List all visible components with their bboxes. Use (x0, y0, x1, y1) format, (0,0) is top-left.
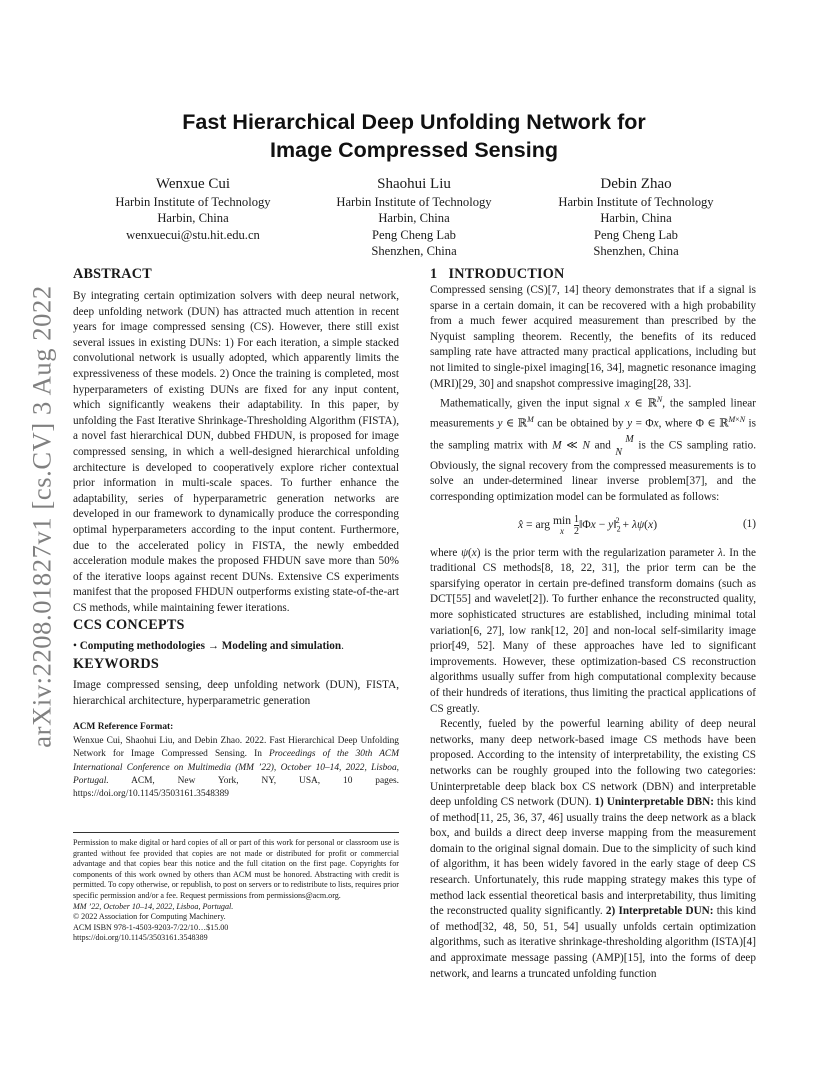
paper-title (0, 108, 828, 164)
intro-paragraph-1: Compressed sensing (CS)[7, 14] theory demonstrates that if a signal is sparse in a certain domain, it can be recovered with a high probability from a much fewer acquired measurement than prescribed by the Nyquist sampling theorem. Recently, the benefits of its reduced sampling rate have attracted many practical applications, including but not limited to single-pixel imaging[16, 34], magnetic resonance imaging (MRI)[29, 30] and snapshot compressive imaging[28, 33]. (430, 284, 756, 390)
author-email: wenxuecui@stu.hit.edu.cn (126, 227, 260, 242)
ccs-period: . (341, 640, 344, 653)
p2-part: Mathematically, given the input signal (440, 397, 625, 410)
footnote-doi: https://doi.org/10.1145/3503161.3548389 (73, 933, 208, 943)
p2-part: is the CS sampling ratio. Obviously, the signal recovery from the compressed measurements is to solve an under-determined linear inverse problem[37], and the corresponding optimization model can be formulated as follows: (430, 439, 756, 503)
intro-paragraph-4 (430, 717, 756, 982)
abstract-text: By integrating certain optimization solvers with deep neural network, deep unfolding network (DUN) has attracted much attention in recent years for image compressed sensing (CS). However, there still exist several issues in existing DUNs: 1) For each iteration, a simple stacked convolutional network is usually adopted, which apparently limits the expressiveness of these models. 2) Once the training is completed, most hyperparameters of existing DUNs are fixed for any input content, which significantly weakens their adaptability. In this paper, by unfolding the Fast Iterative Shrinkage-Thresholding Algorithm (FISTA), a novel fast hierarchical DUN, dubbed FHDUN, is proposed for image compressed sensing, in which a well-designed hierarchical unfolding architecture is developed to cooperatively explore richer contextual prior information in multi-scale spaces. To further enhance the adaptability, series of hyperparametric generation networks are developed in our framework to dynamically produce the corresponding optimal hyperparameters according to the input content. Furthermore, due to the accelerated policy in FISTA, the newly embedded acceleration module makes the proposed FHDUN save more than 50% of the iterative loops against recent DUNs. Extensive CS experiments manifest that the proposed FHDUN outperforms existing state-of-the-art CS methods, while maintaining fewer iterations. (73, 290, 399, 614)
p4-part: this kind of method[32, 48, 50, 51, 54] usually unfolds certain optimization algorithms, such as iterative shrinkage-thresholding algorithm (ISTA)[4] and approximate message passing (AMP)[15], into the forms of deep network, and learns a truncated unfolding function (430, 905, 756, 980)
interpretable-dun-label: 2) Interpretable DUN: (605, 905, 714, 918)
p2-part: and (590, 439, 616, 452)
author-name: Wenxue Cui (155, 176, 231, 192)
equation-number: (1) (742, 517, 756, 530)
p4-part: Recently, fueled by the powerful learning ability of deep neural networks, many deep network-based image CS methods have been proposed. According to the intensity of interpretability, the existing CS networks can be roughly grouped into the following two categories: Uninterpretable deep black box CS network (DBN) and interpretable deep unfolding CS network (DUN). (430, 718, 756, 809)
footnote-isbn: ACM ISBN 978-1-4503-9203-7/22/10…$15.00 (73, 922, 229, 932)
acm-reference-text (73, 735, 399, 801)
keywords-text: Image compressed sensing, deep unfolding network (DUN), FISTA, hierarchical architecture, hyperparametric generation (73, 679, 399, 707)
p2-part: , the sampled linear measurements (430, 397, 756, 431)
author-affiliation-2: Peng Cheng Lab (594, 227, 678, 242)
title-line-1: Fast Hierarchical Deep Unfolding Network for (182, 110, 646, 134)
equation-expression: x̂ = arg min x $\frac{1}{2}$ ‖Φx − $y‖_2^2 + \lambda\psi(x)$ (518, 513, 658, 537)
intro-paragraph-3: where ψ(x) is the prior term with the regularization parameter λ. In the traditional CS methods[8, 18, 22, 31], the prior term can be the sparsifying operator in certain pre-defined transform domains (such as DCT[55] and wavelet[2]). To further enhance the reconstructed quality, more sophisticated structures are established, including minimal total variation[6, 27], low rank[12, 20] and non-local self-similarity image prior[49, 52]. Many of these approaches have led to significant improvements. However, these optimization-based CS reconstruction algorithms usually suffer from high computational complexity because of their hundreds of iterations, thus limiting the practical applications of CS greatly. (430, 546, 756, 715)
acm-reference-venue: Proceedings of the 30th ACM International Conference on Multimedia (MM ’22), October 10–14, 2022, Lisboa, Portugal. (73, 749, 399, 786)
author-location: Harbin, China (378, 211, 450, 226)
acm-reference-doi: ACM, New York, NY, USA, 10 pages. https://doi.org/10.1145/3503161.3548389 (73, 775, 399, 800)
ccs-bullet: • (73, 640, 77, 653)
p2-part: is the sampling matrix with (430, 418, 757, 452)
acm-reference-heading: ACM Reference Format: (73, 722, 174, 733)
p3-part: where (430, 546, 462, 559)
ccs-concept: Computing methodologies → Modeling and simulation (79, 640, 342, 653)
p3-part: is the prior term with the regularization parameter (480, 546, 718, 559)
permission-notice: Permission to make digital or hard copies of all or part of this work for personal or classroom use is granted without fee provided that copies are not made or distributed for profit or commercial advantage and that copies bear this notice and the full citation on the first page. Copyrights for components of this work owned by others than ACM must be honored. Abstracting with credit is permitted. To copy otherwise, or republish, to post on servers or to redistribute to lists, requires prior specific permission and/or a fee. Request permissions from permissions@acm.org. (73, 838, 399, 900)
footnote-copyright: © 2022 Association for Computing Machinery. (73, 912, 226, 922)
title-line-2: Image Compressed Sensing (270, 138, 558, 162)
footnote-venue-text: MM ’22, October 10–14, 2022, Lisboa, Portugal. (73, 901, 234, 911)
author-location-2: Shenzhen, China (593, 244, 679, 259)
footnote-divider (73, 832, 399, 833)
author-location: Harbin, China (600, 211, 672, 226)
footnote-venue (73, 902, 399, 913)
introduction-heading: 1 INTRODUCTION (430, 266, 565, 282)
acm-reference-authors: Wenxue Cui, Shaohui Liu, and Debin Zhao. 2022. Fast Hierarchical Deep Unfolding Network for Image Compressed Sensing. In (73, 736, 399, 760)
author-name: Debin Zhao (600, 176, 672, 192)
copyright-footnote (73, 832, 399, 944)
arxiv-stamp (24, 284, 60, 748)
p3-part: . In the traditional CS methods[8, 18, 22, 31], the prior term can be the sparsifying operator in certain pre-defined transform domains (such as DCT[55] and wavelet[2]). To further enhance the reconstructed quality, more sophisticated structures are established, including minimal total variation[6, 27], low rank[12, 20] and non-local self-similarity image prior[49, 52]. Many of these approaches have led to significant improvements. However, these optimization-based CS reconstruction algorithms usually suffer from high computational complexity because of their hundreds of iterations, thus limiting the practical applications of CS greatly. (430, 546, 756, 715)
author-name: Shaohui Liu (377, 176, 451, 192)
author-affiliation: Harbin Institute of Technology (558, 195, 714, 209)
p4-part: this kind of method[11, 25, 36, 37, 46] usually trains the deep network as a black box, and builds a direct deep inverse mapping from the measurement domain to the original signal domain. Due to the simplicity of such kind of algorithm, it has been widely favored in the early stage of deep CS research. Unfortunately, this rude mapping strategy makes this type of method lack essential theoretical basis and interpretability, thus limiting the reconstructed quality significantly. (430, 796, 756, 918)
author-location: Harbin, China (157, 211, 229, 226)
ccs-item (73, 639, 399, 655)
author-location-2: Shenzhen, China (371, 244, 457, 259)
abstract-heading: ABSTRACT (73, 266, 152, 282)
author-block-1 (78, 174, 308, 243)
uninterpretable-dbn-label: 1) Uninterpretable DBN: (594, 796, 714, 809)
left-column (73, 265, 399, 801)
intro-paragraph-2: Mathematically, given the input signal x ∈ ℝ$^N$, the sampled linear measurements y ∈ ℝ$^M$ can be obtained by y = Φx, where Φ ∈ ℝ$^{M\times N}$ is the sampling matrix with M ≪ N and M N is the CS sampling ratio. Obviously, the signal recovery from the compressed measurements is to solve an under-determined linear inverse problem[37], and the corresponding optimization model can be formulated as follows: (430, 395, 757, 503)
arxiv-identifier: arXiv:2208.01827v1 [cs.CV] 3 Aug 2022 (26, 284, 57, 748)
author-affiliation-2: Peng Cheng Lab (372, 227, 456, 242)
ccs-heading: CCS CONCEPTS (73, 617, 185, 634)
equation-1 (430, 509, 756, 543)
keywords-heading: KEYWORDS (73, 656, 159, 673)
author-affiliation: Harbin Institute of Technology (115, 195, 271, 209)
p2-part: can be obtained by (533, 418, 628, 431)
right-column (430, 265, 756, 982)
p2-part: , where (658, 418, 696, 431)
author-block-3 (521, 174, 751, 260)
author-affiliation: Harbin Institute of Technology (336, 195, 492, 209)
author-block-2 (299, 174, 529, 260)
